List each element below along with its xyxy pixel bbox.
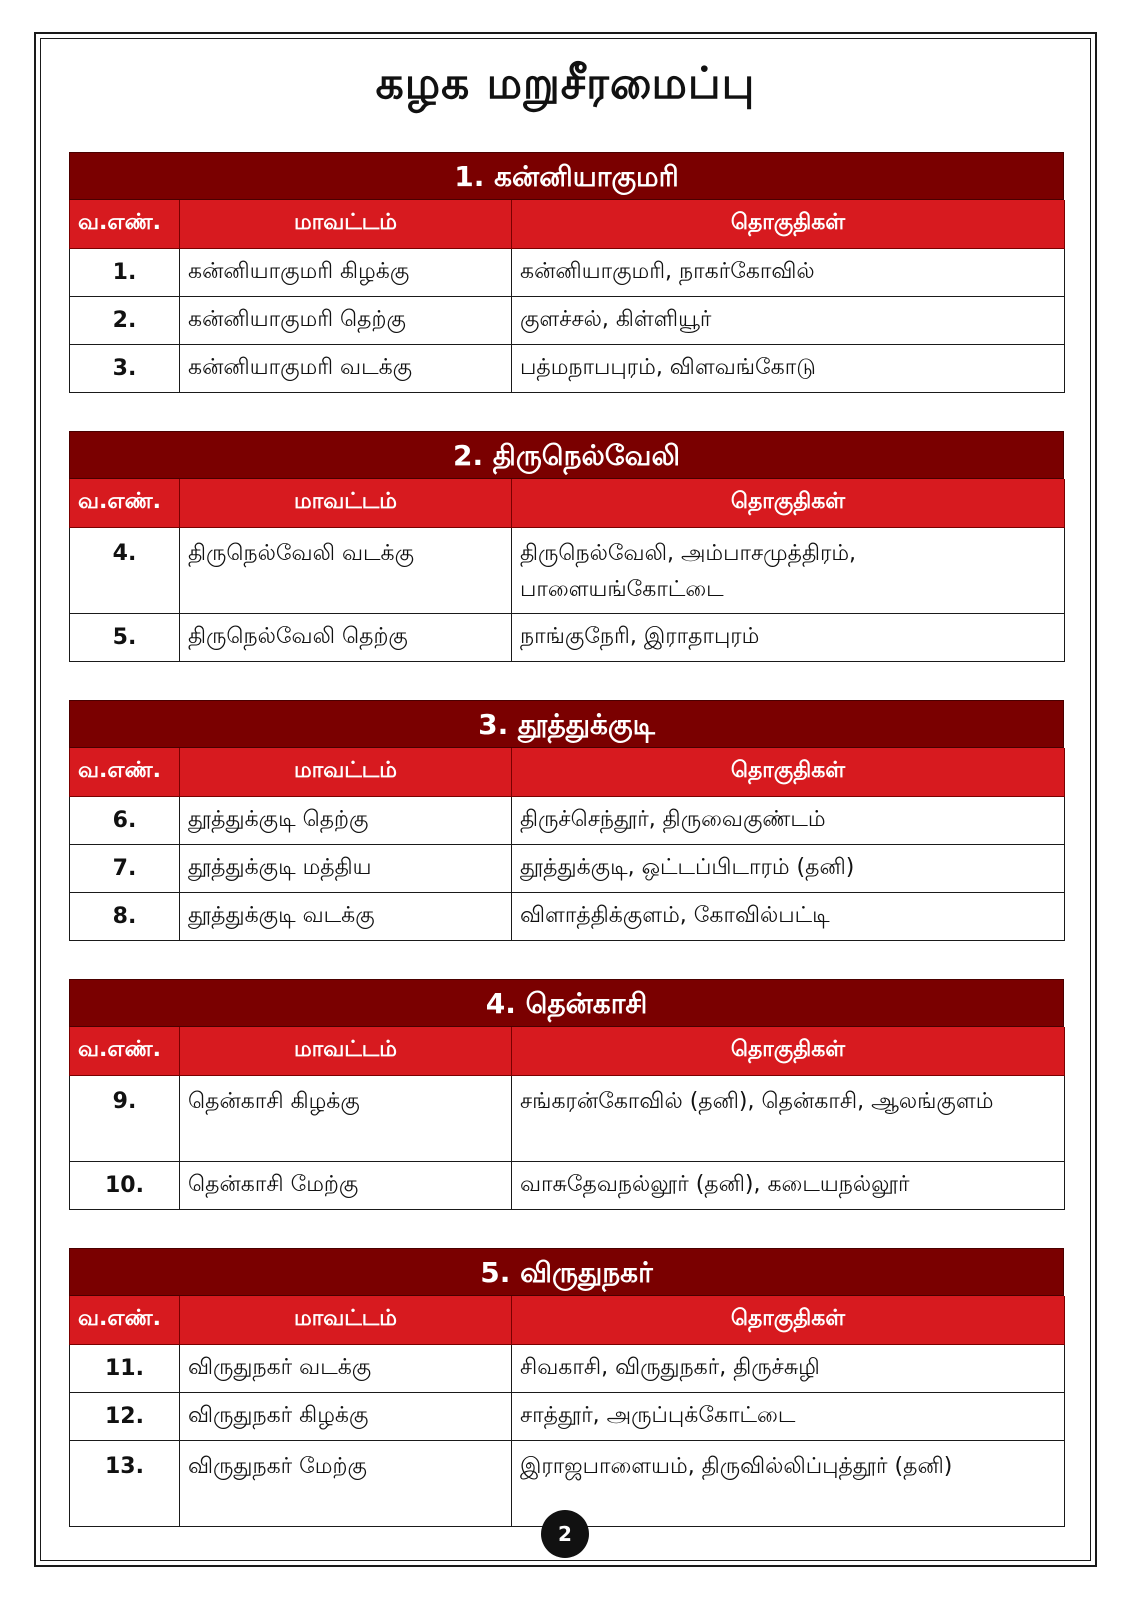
row-district-name: தென்காசி கிழக்கு: [180, 1076, 512, 1162]
table-row: [70, 528, 1065, 614]
district-heading: 4. தென்காசி: [69, 979, 1064, 1027]
column-header-constituencies: தொகுதிகள்: [512, 748, 1065, 797]
district-section: [69, 700, 1064, 941]
column-header-district: மாவட்டம்: [180, 479, 512, 528]
table-header-row: [70, 748, 1065, 797]
table-row: [70, 249, 1065, 297]
district-heading: 3. தூத்துக்குடி: [69, 700, 1064, 748]
district-table: [69, 200, 1065, 393]
district-section: [69, 1248, 1064, 1527]
table-row: [70, 797, 1065, 845]
row-constituencies: இராஜபாளையம், திருவில்லிப்புத்தூர் (தனி): [512, 1441, 1065, 1527]
row-district-name: விருதுநகர் கிழக்கு: [180, 1393, 512, 1441]
district-section: [69, 979, 1064, 1210]
row-constituencies: திருநெல்வேலி, அம்பாசமுத்திரம், பாளையங்கோட்டை: [512, 528, 1065, 614]
row-serial-number: 8.: [70, 893, 180, 941]
row-constituencies: திருச்செந்தூர், திருவைகுண்டம்: [512, 797, 1065, 845]
column-header-district: மாவட்டம்: [180, 200, 512, 249]
row-district-name: கன்னியாகுமரி வடக்கு: [180, 345, 512, 393]
column-header-sno: வ.எண்.: [70, 1296, 180, 1345]
row-serial-number: 12.: [70, 1393, 180, 1441]
row-serial-number: 2.: [70, 297, 180, 345]
district-table: [69, 479, 1065, 662]
row-serial-number: 13.: [70, 1441, 180, 1527]
row-serial-number: 11.: [70, 1345, 180, 1393]
page-number: 2: [541, 1510, 589, 1558]
column-header-district: மாவட்டம்: [180, 1296, 512, 1345]
table-row: [70, 614, 1065, 662]
table-row: [70, 1393, 1065, 1441]
table-header-row: [70, 200, 1065, 249]
row-constituencies: விளாத்திக்குளம், கோவில்பட்டி: [512, 893, 1065, 941]
column-header-sno: வ.எண்.: [70, 479, 180, 528]
district-section: [69, 431, 1064, 662]
row-district-name: திருநெல்வேலி வடக்கு: [180, 528, 512, 614]
district-section: [69, 152, 1064, 393]
row-constituencies: நாங்குநேரி, இராதாபுரம்: [512, 614, 1065, 662]
table-row: [70, 893, 1065, 941]
column-header-constituencies: தொகுதிகள்: [512, 1027, 1065, 1076]
row-serial-number: 1.: [70, 249, 180, 297]
row-serial-number: 7.: [70, 845, 180, 893]
row-district-name: தூத்துக்குடி தெற்கு: [180, 797, 512, 845]
table-header-row: [70, 1027, 1065, 1076]
row-constituencies: வாசுதேவநல்லூர் (தனி), கடையநல்லூர்: [512, 1162, 1065, 1210]
district-table: [69, 1296, 1065, 1527]
district-sections: [69, 152, 1064, 1527]
row-district-name: தென்காசி மேற்கு: [180, 1162, 512, 1210]
row-serial-number: 9.: [70, 1076, 180, 1162]
row-district-name: தூத்துக்குடி வடக்கு: [180, 893, 512, 941]
row-serial-number: 3.: [70, 345, 180, 393]
table-row: [70, 1076, 1065, 1162]
district-heading: 5. விருதுநகர்: [69, 1248, 1064, 1296]
column-header-constituencies: தொகுதிகள்: [512, 1296, 1065, 1345]
row-district-name: விருதுநகர் மேற்கு: [180, 1441, 512, 1527]
district-heading: 1. கன்னியாகுமரி: [69, 152, 1064, 200]
row-constituencies: பத்மநாபபுரம், விளவங்கோடு: [512, 345, 1065, 393]
row-district-name: திருநெல்வேலி தெற்கு: [180, 614, 512, 662]
row-district-name: தூத்துக்குடி மத்திய: [180, 845, 512, 893]
row-constituencies: சாத்தூர், அருப்புக்கோட்டை: [512, 1393, 1065, 1441]
row-serial-number: 4.: [70, 528, 180, 614]
table-header-row: [70, 1296, 1065, 1345]
column-header-constituencies: தொகுதிகள்: [512, 200, 1065, 249]
district-heading: 2. திருநெல்வேலி: [69, 431, 1064, 479]
row-district-name: விருதுநகர் வடக்கு: [180, 1345, 512, 1393]
row-serial-number: 6.: [70, 797, 180, 845]
row-serial-number: 5.: [70, 614, 180, 662]
row-constituencies: குளச்சல், கிள்ளியூர்: [512, 297, 1065, 345]
table-row: [70, 1162, 1065, 1210]
column-header-sno: வ.எண்.: [70, 748, 180, 797]
row-constituencies: சங்கரன்கோவில் (தனி), தென்காசி, ஆலங்குளம்: [512, 1076, 1065, 1162]
column-header-sno: வ.எண்.: [70, 1027, 180, 1076]
district-table: [69, 748, 1065, 941]
table-row: [70, 297, 1065, 345]
row-constituencies: கன்னியாகுமரி, நாகர்கோவில்: [512, 249, 1065, 297]
page-title: கழக மறுசீரமைப்பு: [375, 58, 756, 109]
row-serial-number: 10.: [70, 1162, 180, 1210]
table-row: [70, 1345, 1065, 1393]
row-district-name: கன்னியாகுமரி தெற்கு: [180, 297, 512, 345]
column-header-sno: வ.எண்.: [70, 200, 180, 249]
table-row: [70, 845, 1065, 893]
district-table: [69, 1027, 1065, 1210]
row-constituencies: தூத்துக்குடி, ஒட்டப்பிடாரம் (தனி): [512, 845, 1065, 893]
table-header-row: [70, 479, 1065, 528]
table-row: [70, 345, 1065, 393]
column-header-constituencies: தொகுதிகள்: [512, 479, 1065, 528]
column-header-district: மாவட்டம்: [180, 1027, 512, 1076]
column-header-district: மாவட்டம்: [180, 748, 512, 797]
row-constituencies: சிவகாசி, விருதுநகர், திருச்சுழி: [512, 1345, 1065, 1393]
row-district-name: கன்னியாகுமரி கிழக்கு: [180, 249, 512, 297]
